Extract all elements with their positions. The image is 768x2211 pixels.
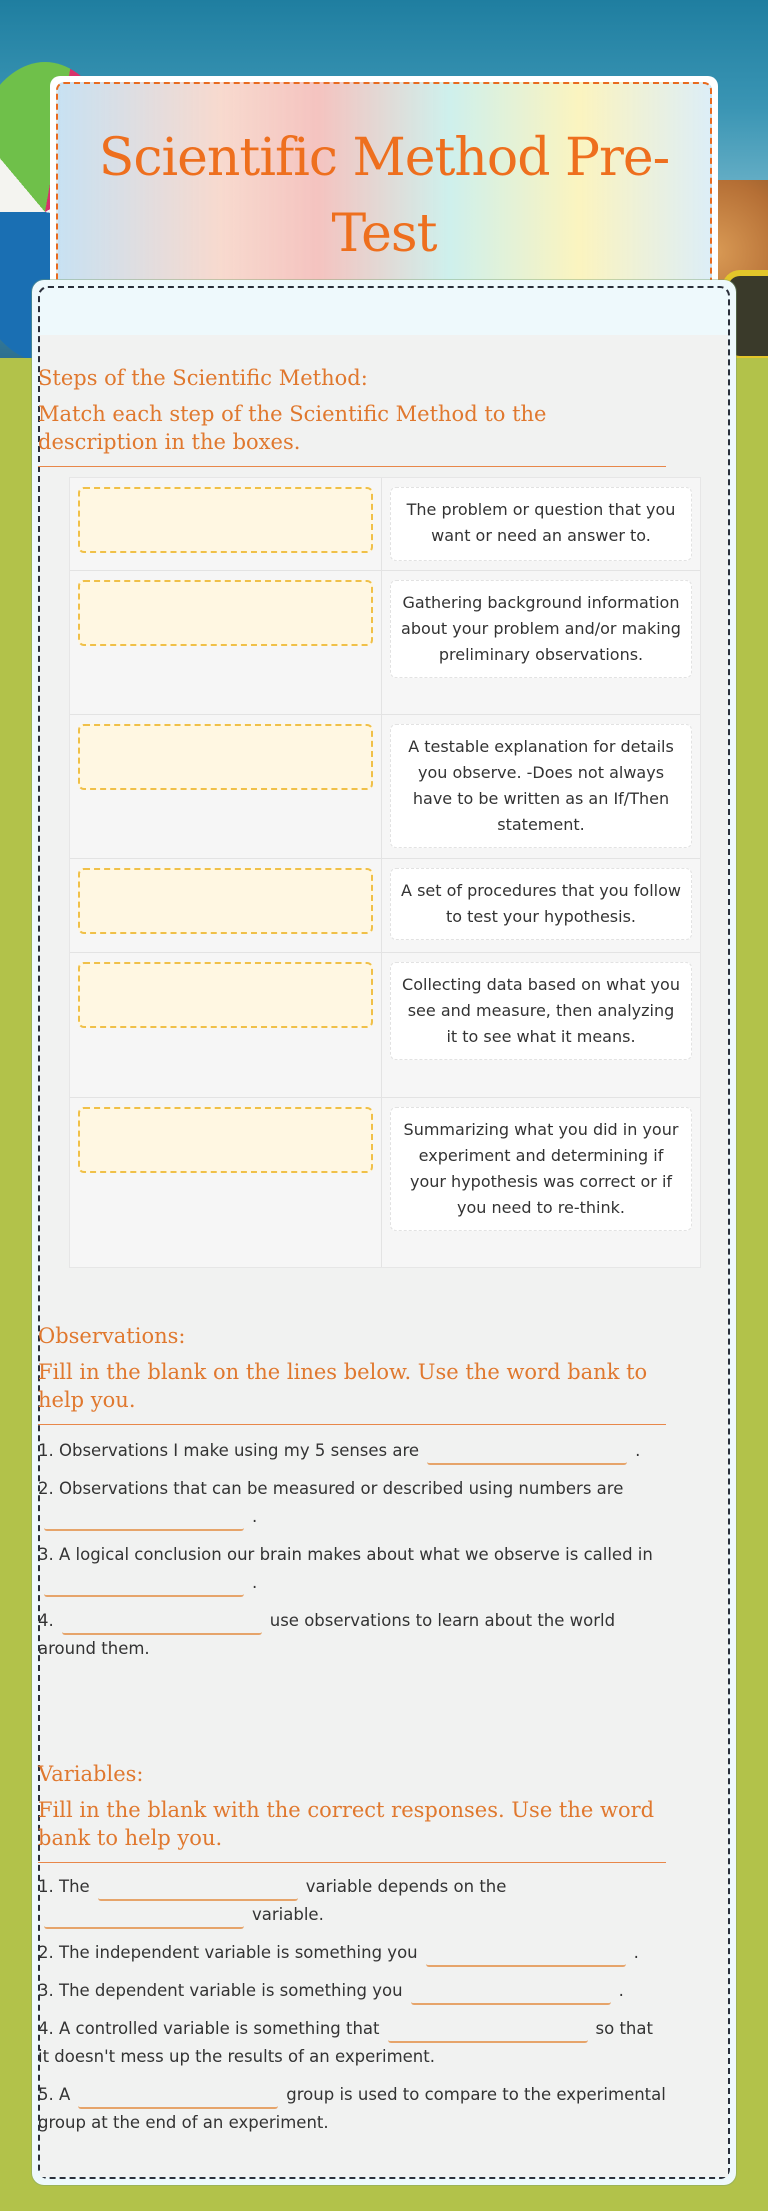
answer-blank[interactable] xyxy=(44,1507,244,1531)
answer-blank[interactable] xyxy=(411,1981,611,2005)
section-divider xyxy=(38,466,666,467)
steps-section xyxy=(38,364,666,467)
section-heading: Variables: xyxy=(38,1762,144,1786)
description-card: A set of procedures that you follow to test your hypothesis. xyxy=(390,868,692,940)
question-text-end: . xyxy=(252,1573,258,1592)
drop-cell xyxy=(70,571,382,714)
description-cell xyxy=(382,571,700,714)
description-card: Collecting data based on what you see and measure, then analyzing it to see what it means. xyxy=(390,962,692,1060)
drop-cell xyxy=(70,478,382,570)
question-text-end: use observations to learn about the world around them. xyxy=(38,1611,616,1658)
matching-table xyxy=(69,477,701,1268)
question-text: 4. xyxy=(38,1611,54,1630)
question-text: 1. Observations I make using my 5 senses are xyxy=(38,1441,420,1460)
question-list xyxy=(38,1437,666,1663)
question-list xyxy=(38,1873,666,2137)
question-item xyxy=(38,1977,666,2005)
answer-blank[interactable] xyxy=(426,1943,626,1967)
description-cell xyxy=(382,1098,700,1267)
description-cell xyxy=(382,953,700,1097)
question-text: 2. Observations that can be measured or described using numbers are xyxy=(38,1479,624,1498)
description-card: A testable explanation for details you observe. -Does not always have to be written as an If/Then statement. xyxy=(390,724,692,848)
section-instructions: Fill in the blank with the correct responses. Use the word bank to help you. xyxy=(38,1798,655,1850)
question-text-end: . xyxy=(252,1507,258,1526)
section-instructions: Fill in the blank on the lines below. Use the word bank to help you. xyxy=(38,1360,648,1412)
drop-cell xyxy=(70,859,382,952)
question-text: 4. A controlled variable is something that xyxy=(38,2019,380,2038)
section-divider xyxy=(38,1424,666,1425)
question-text-end: . xyxy=(635,1441,641,1460)
answer-blank[interactable] xyxy=(388,2019,588,2043)
answer-drop-zone[interactable] xyxy=(78,868,373,934)
question-text: 5. A xyxy=(38,2085,71,2104)
answer-blank[interactable] xyxy=(44,1573,244,1597)
answer-blank[interactable] xyxy=(62,1611,262,1635)
question-item xyxy=(38,1475,666,1531)
match-row xyxy=(70,952,700,1097)
answer-drop-zone[interactable] xyxy=(78,962,373,1028)
answer-blank[interactable] xyxy=(44,1905,244,1929)
question-text: 3. The dependent variable is something you xyxy=(38,1981,403,2000)
match-row xyxy=(70,858,700,952)
answer-blank[interactable] xyxy=(78,2085,278,2109)
section-heading: Steps of the Scientific Method: xyxy=(38,366,368,390)
description-card: The problem or question that you want or need an answer to. xyxy=(390,487,692,561)
question-item xyxy=(38,1607,666,1663)
question-text-end: variable. xyxy=(252,1905,324,1924)
answer-drop-zone[interactable] xyxy=(78,580,373,646)
question-text-end: . xyxy=(633,1943,639,1962)
answer-drop-zone[interactable] xyxy=(78,1107,373,1173)
question-text-end: . xyxy=(618,1981,624,2000)
description-card: Summarizing what you did in your experiment and determining if your hypothesis was correct or if you need to re-think. xyxy=(390,1107,692,1231)
variables-section xyxy=(38,1760,666,2147)
question-text-end: group is used to compare to the experimental group at the end of an experiment. xyxy=(38,2085,666,2132)
question-text: 3. A logical conclusion our brain makes about what we observe is called in xyxy=(38,1545,653,1564)
drop-cell xyxy=(70,1098,382,1267)
section-divider xyxy=(38,1862,666,1863)
question-item xyxy=(38,2081,666,2137)
question-item xyxy=(38,2015,666,2071)
description-cell xyxy=(382,859,700,952)
header-card xyxy=(50,76,718,306)
answer-blank[interactable] xyxy=(98,1877,298,1901)
match-row xyxy=(70,1097,700,1267)
drop-cell xyxy=(70,715,382,858)
question-text-middle: variable depends on the xyxy=(305,1877,507,1896)
question-item xyxy=(38,1939,666,1967)
observations-section xyxy=(38,1322,666,1673)
answer-blank[interactable] xyxy=(427,1441,627,1465)
description-cell xyxy=(382,715,700,858)
description-cell xyxy=(382,478,700,570)
section-instructions: Match each step of the Scientific Method to the description in the boxes. xyxy=(38,402,547,454)
page-title: Scientific Method Pre-Test xyxy=(98,128,670,264)
question-item xyxy=(38,1873,666,1929)
question-text: 2. The independent variable is something you xyxy=(38,1943,418,1962)
question-text-end: so that it doesn't mess up the results of an experiment. xyxy=(38,2019,653,2066)
answer-drop-zone[interactable] xyxy=(78,724,373,790)
question-text: 1. The xyxy=(38,1877,90,1896)
section-heading: Observations: xyxy=(38,1324,186,1348)
match-row xyxy=(70,714,700,858)
drop-cell xyxy=(70,953,382,1097)
question-item xyxy=(38,1437,666,1465)
question-item xyxy=(38,1541,666,1597)
match-row xyxy=(70,478,700,570)
header-banner xyxy=(56,82,712,310)
answer-drop-zone[interactable] xyxy=(78,487,373,553)
description-card: Gathering background information about your problem and/or making preliminary observations. xyxy=(390,580,692,678)
match-row xyxy=(70,570,700,714)
